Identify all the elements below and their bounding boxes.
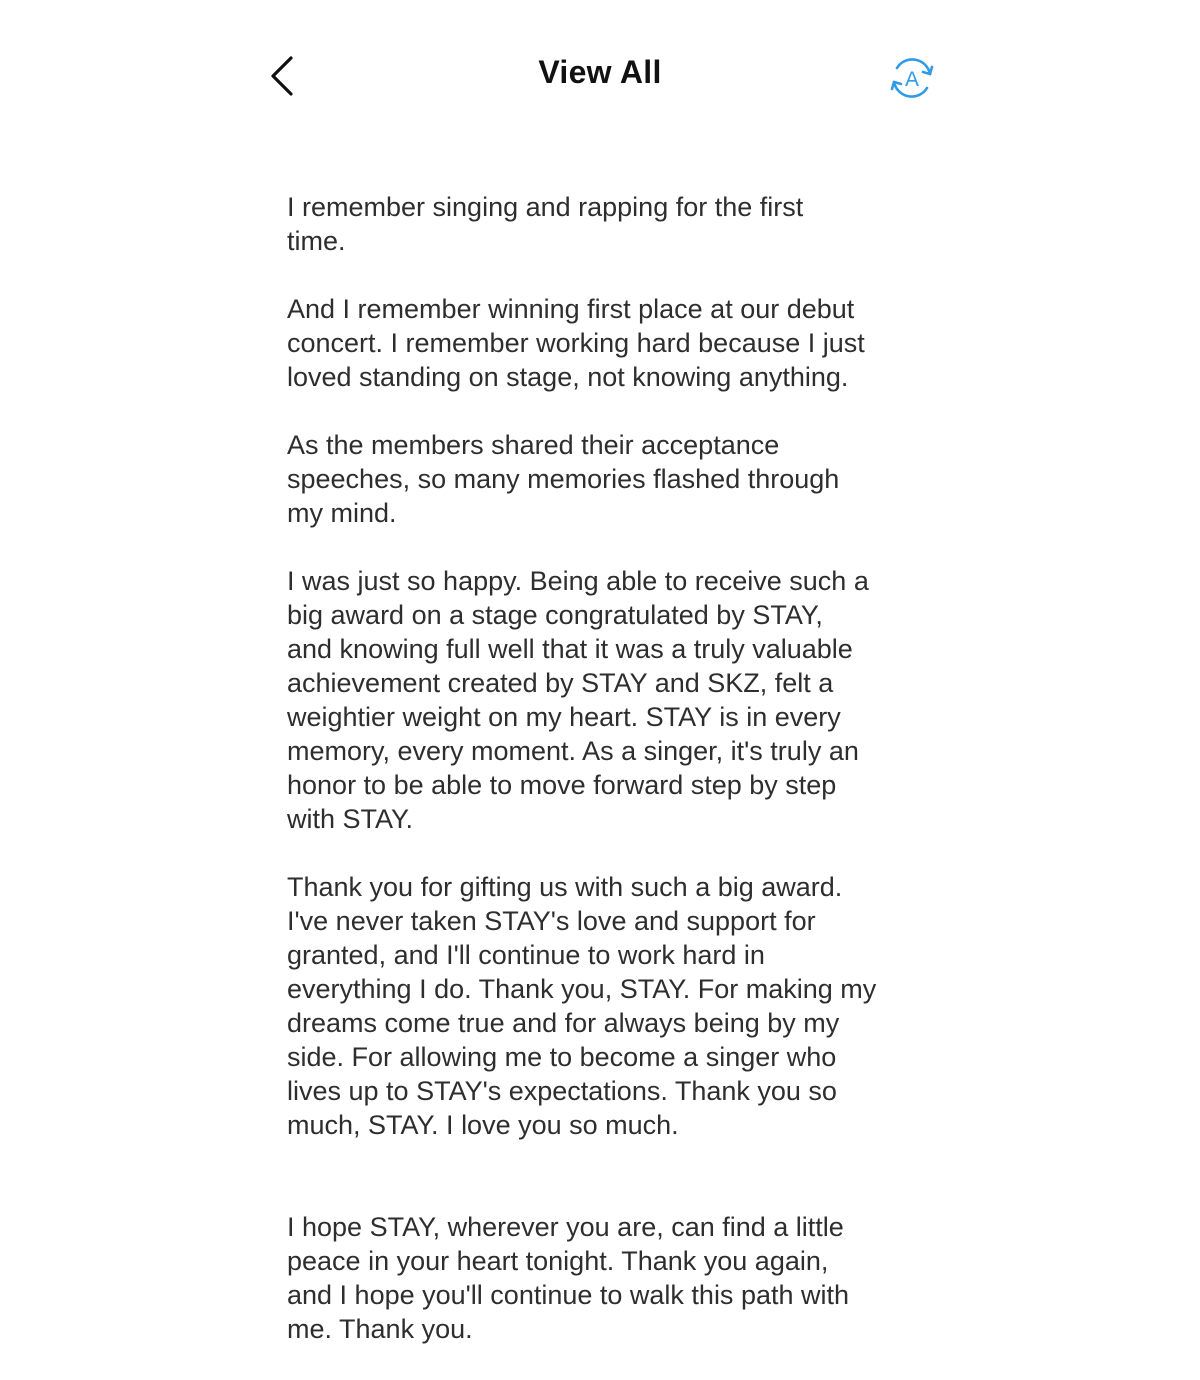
message-body (287, 156, 927, 1380)
message-paragraph: Thank you for gifting us with such a big award. I've never taken STAY's love and support for granted, and I'll continue to work hard in everything I do. Thank you, STAY. For making my dreams come true and for always being by my side. For allowing me to become a singer who lives up to STAY's expectations. Thank you so much, STAY. I love you so much. (287, 872, 877, 1140)
page-title: View All (538, 54, 662, 90)
translate-button[interactable] (888, 54, 936, 102)
message-paragraph: I remember singing and rapping for the first time. (287, 192, 804, 256)
message-paragraph: I hope STAY, wherever you are, can find a little peace in your heart tonight. Thank you again, and I hope you'll continue to walk this path with me. Thank you. (287, 1212, 850, 1344)
translate-icon-letter: A (904, 68, 920, 91)
message-paragraph: And I remember winning first place at our debut concert. I remember working hard because I just loved standing on stage, not knowing anything. (287, 294, 865, 392)
top-bar (0, 0, 1200, 150)
message-paragraph: As the members shared their acceptance speeches, so many memories flashed through my mind. (287, 430, 840, 528)
translate-icon (888, 54, 936, 102)
message-paragraph: I was just so happy. Being able to receive such a big award on a stage congratulated by STAY, and knowing full well that it was a truly valuable achievement created by STAY and SKZ, felt a weightier weight on my heart. STAY is in every memory, every moment. As a singer, it's truly an honor to be able to move forward step by step with STAY. (287, 566, 869, 834)
